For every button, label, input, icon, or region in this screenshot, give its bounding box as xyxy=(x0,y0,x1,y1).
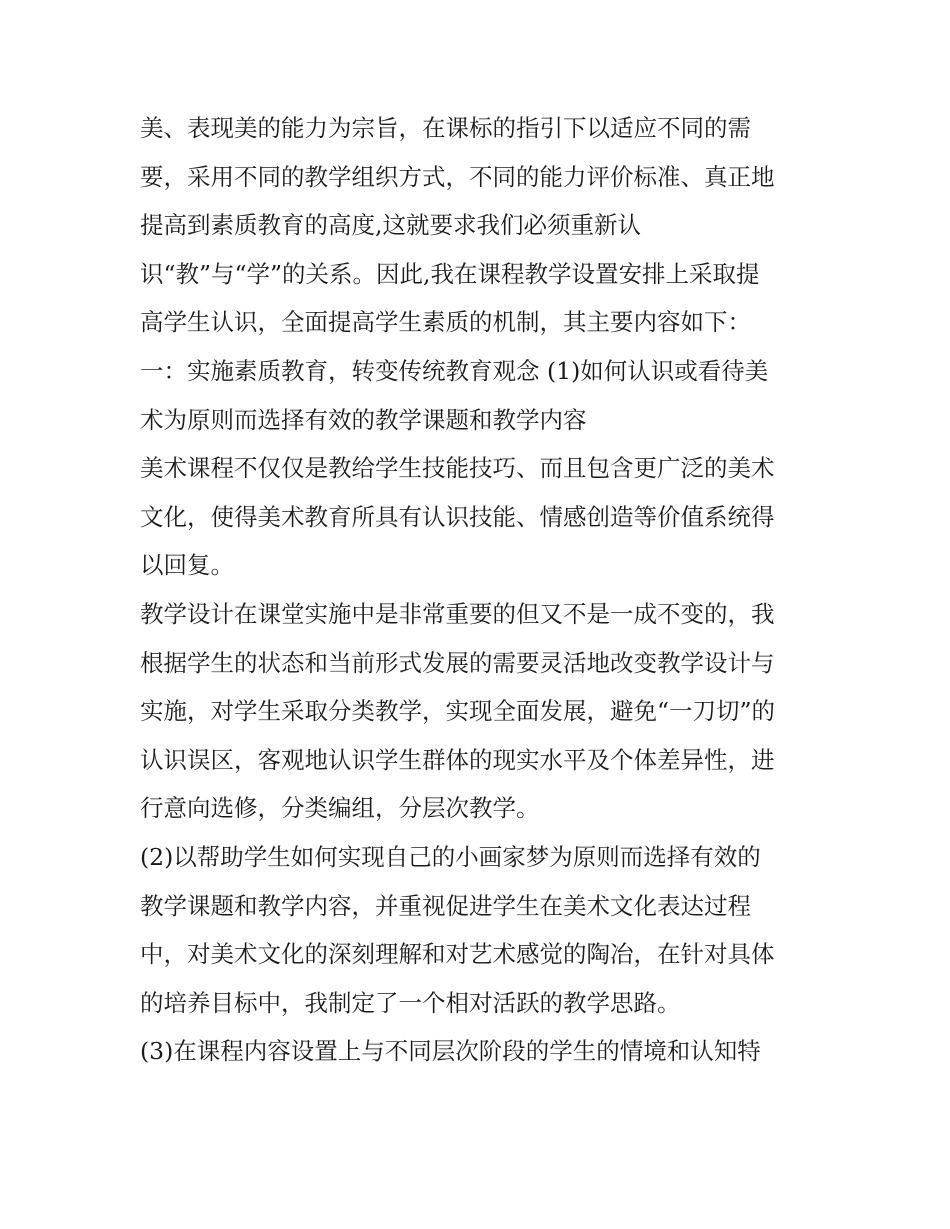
text-line: (2)以帮助学生如何实现自己的小画家梦为原则而选择有效的 xyxy=(140,842,761,871)
text-line: 行意向选修，分类编组，分层次教学。 xyxy=(140,794,540,823)
text-line: 要，采用不同的教学组织方式，不同的能力评价标准、真正地 xyxy=(140,162,775,191)
text-line: 中，对美术文化的深刻理解和对艺术感觉的陶冶，在针对具体 xyxy=(140,940,775,969)
text-line: 文化，使得美术教育所具有认识技能、情感创造等价值系统得 xyxy=(140,502,775,531)
text-line: 实施，对学生采取分类教学，实现全面发展，避免“一刀切”的 xyxy=(140,697,776,726)
text-line: 识“教”与“学”的关系。因此,我在课程教学设置安排上采取提 xyxy=(140,259,760,288)
text-line: 的培养目标中，我制定了一个相对活跃的教学思路。 xyxy=(140,988,681,1017)
text-line: 认识误区，客观地认识学生群体的现实水平及个体差异性，进 xyxy=(140,745,775,774)
text-line: 以回复。 xyxy=(140,551,234,580)
text-line: (3)在课程内容设置上与不同层次阶段的学生的情境和认知特 xyxy=(140,1037,761,1066)
text-line: 教学课题和教学内容，并重视促进学生在美术文化表达过程 xyxy=(140,891,751,920)
text-line: 美术课程不仅仅是教给学生技能技巧、而且包含更广泛的美术 xyxy=(140,454,775,483)
text-line: 根据学生的状态和当前形式发展的需要灵活地改变教学设计与 xyxy=(140,648,775,677)
text-line: 高学生认识，全面提高学生素质的机制，其主要内容如下： xyxy=(140,308,751,337)
text-line: 提高到素质教育的高度,这就要求我们必须重新认 xyxy=(140,211,641,240)
text-line: 术为原则而选择有效的教学课题和教学内容 xyxy=(140,405,587,434)
text-line: 一：实施素质教育，转变传统教育观念 (1)如何认识或看待美 xyxy=(140,356,769,385)
text-line: 美、表现美的能力为宗旨，在课标的指引下以适应不同的需 xyxy=(140,114,751,142)
document-body xyxy=(140,104,830,1076)
text-line: 教学设计在课堂实施中是非常重要的但又不是一成不变的，我 xyxy=(140,599,775,628)
